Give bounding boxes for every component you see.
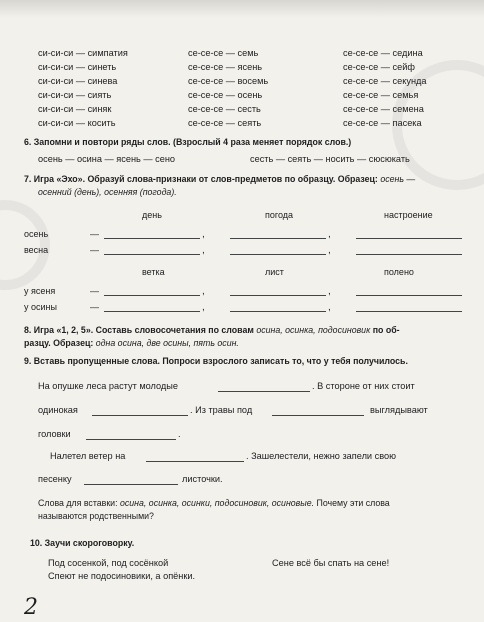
- task-7-row-vesna: весна: [24, 245, 49, 255]
- syllable-line: се-се-се — семь: [188, 48, 259, 58]
- task-9-question-2: называются родственными?: [38, 511, 154, 521]
- task-8-example: одна осина, две осины, пять осин.: [95, 338, 239, 348]
- task-9-text-5: песенку: [38, 474, 72, 484]
- answer-line[interactable]: [356, 311, 462, 312]
- task-9-text-5b: листочки.: [182, 474, 223, 484]
- comma: ,: [202, 245, 205, 256]
- syllable-line: се-се-се — семена: [343, 104, 424, 115]
- task-7-row-u-osiny: у осины: [24, 302, 57, 312]
- dash: —: [90, 286, 99, 296]
- task-7-header-vetka: ветка: [142, 267, 165, 277]
- task-10-title: 10. Заучи скороговорку.: [30, 538, 135, 548]
- task-8-line-2: [24, 338, 239, 348]
- task-9-words: [38, 498, 390, 508]
- tongue-twister-line-1: Под сосенкой, под сосёнкой: [48, 558, 169, 568]
- task-7-instruction: 7. Игра «Эхо». Образуй слова-признаки от слов-предметов по образцу. Образец:: [24, 174, 378, 184]
- syllable-line: се-се-се — осень: [188, 90, 263, 101]
- syllable-line: си-си-си — симпатия: [38, 48, 128, 58]
- answer-line[interactable]: [104, 238, 200, 239]
- task-7-row-u-yasenya: у ясеня: [24, 286, 56, 296]
- answer-line[interactable]: [356, 295, 462, 296]
- task-8-example-label: разцу. Образец:: [24, 338, 94, 348]
- answer-line[interactable]: [230, 238, 326, 239]
- comma: ,: [202, 229, 205, 240]
- syllable-line: се-се-се — сейф: [343, 62, 415, 73]
- answer-line[interactable]: [104, 311, 200, 312]
- task-8-instruction: 8. Игра «1, 2, 5». Составь словосочетания по словам: [24, 325, 254, 335]
- task-9-title: 9. Вставь пропущенные слова. Попроси взрослого записать то, что у тебя получилось.: [24, 356, 408, 366]
- top-edge: [0, 0, 484, 18]
- task-9-text-4: Налетел ветер на: [50, 451, 126, 461]
- syllable-column-1: [38, 46, 128, 131]
- comma: ,: [328, 286, 331, 297]
- task-7-example-start: осень —: [380, 174, 416, 184]
- task-7-header-den: день: [142, 210, 162, 220]
- task-9-text-2c: выглядывают: [370, 405, 428, 415]
- comma: ,: [328, 302, 331, 313]
- tongue-twister-line-2: Спеют не подосиновики, а опёнки.: [48, 571, 196, 581]
- syllable-line: си-си-си — сиять: [38, 90, 112, 101]
- answer-line[interactable]: [104, 254, 200, 255]
- comma: ,: [328, 229, 331, 240]
- syllable-line: се-се-се — восемь: [188, 76, 269, 87]
- syllable-line: се-се-се — пасека: [343, 118, 422, 129]
- syllable-line: се-се-се — сеять: [188, 118, 262, 129]
- syllable-line: се-се-се — семья: [343, 90, 419, 101]
- answer-line[interactable]: [84, 484, 178, 485]
- task-7-header-nastroenie: настроение: [384, 210, 433, 220]
- task-9-text-3b: .: [178, 429, 181, 439]
- task-9-word-list: осина, осинка, осинки, подосиновик, осиновые.: [120, 498, 315, 508]
- task-9-question: Почему эти слова: [316, 498, 390, 508]
- answer-line[interactable]: [92, 415, 188, 416]
- task-6-title: 6. Запомни и повтори ряды слов. (Взрослый 4 раза меняет порядок слов.): [24, 137, 352, 147]
- task-7-line-1: [24, 174, 415, 184]
- answer-line[interactable]: [356, 238, 462, 239]
- comma: ,: [328, 245, 331, 256]
- task-9-text-3: головки: [38, 429, 71, 439]
- task-8-instruction-end: по об-: [372, 325, 400, 335]
- tongue-twister-right: Сене всё бы спать на сене!: [272, 558, 390, 568]
- task-7-line-2: осенний (день), осенняя (погода).: [38, 187, 177, 197]
- comma: ,: [202, 302, 205, 313]
- comma: ,: [202, 286, 205, 297]
- task-7-header-pogoda: погода: [265, 210, 294, 220]
- answer-line[interactable]: [356, 254, 462, 255]
- task-6-row-2: сесть — сеять — носить — сюсюкать: [250, 154, 410, 164]
- syllable-line: си-си-си — синяк: [38, 104, 112, 115]
- task-9-text-4b: . Зашелестели, нежно запели свою: [246, 451, 396, 461]
- answer-line[interactable]: [86, 439, 176, 440]
- answer-line[interactable]: [146, 461, 244, 462]
- dash: —: [90, 302, 99, 312]
- answer-line[interactable]: [104, 295, 200, 296]
- task-7-header-poleno: полено: [384, 267, 414, 277]
- task-9-text-1: На опушке леса растут молодые: [38, 381, 179, 391]
- answer-line[interactable]: [230, 254, 326, 255]
- answer-line[interactable]: [218, 391, 310, 392]
- syllable-line: си-си-си — синеть: [38, 62, 117, 73]
- answer-line[interactable]: [272, 415, 364, 416]
- task-9-words-label: Слова для вставки:: [38, 498, 118, 508]
- syllable-column-3: [343, 46, 427, 131]
- answer-line[interactable]: [230, 311, 326, 312]
- dash: —: [90, 229, 99, 239]
- syllable-line: се-се-се — седина: [343, 48, 423, 58]
- task-9-text-2b: . Из травы под: [190, 405, 253, 415]
- syllable-line: си-си-си — косить: [38, 118, 116, 129]
- task-7-header-list: лист: [265, 267, 284, 277]
- syllable-column-2: [188, 46, 268, 131]
- syllable-line: се-се-се — секунда: [343, 76, 427, 87]
- task-9-text-2: одинокая: [38, 405, 78, 415]
- syllable-line: се-се-се — ясень: [188, 62, 263, 73]
- page-number: 2: [24, 595, 38, 620]
- answer-line[interactable]: [230, 295, 326, 296]
- task-6-row-1: осень — осина — ясень — сено: [38, 154, 175, 164]
- task-9-text-1b: . В стороне от них стоит: [312, 381, 415, 391]
- syllable-line: се-се-се — сесть: [188, 104, 261, 115]
- task-8-line-1: [24, 325, 400, 335]
- syllable-line: си-си-си — синева: [38, 76, 118, 87]
- task-7-row-osen: осень: [24, 229, 49, 239]
- task-8-words: осина, осинка, подосиновик: [256, 325, 371, 335]
- dash: —: [90, 245, 99, 255]
